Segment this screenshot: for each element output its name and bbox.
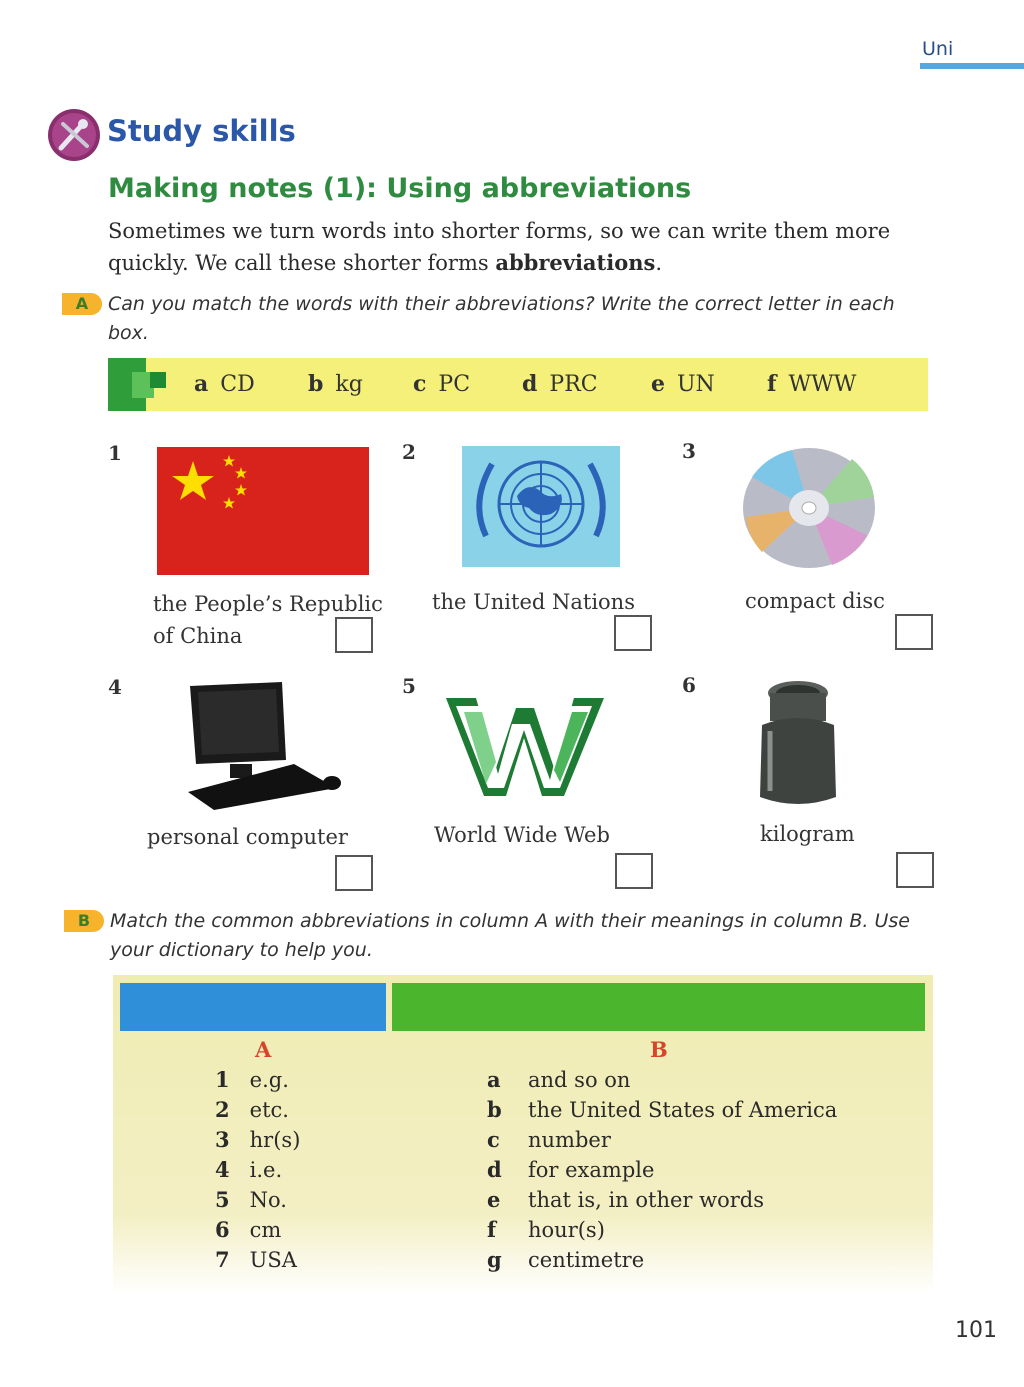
row-number: 5: [215, 1187, 230, 1212]
options-bar-decoration: [150, 372, 166, 388]
row-meaning: and so on: [528, 1068, 631, 1092]
row-meaning: centimetre: [528, 1248, 645, 1272]
row-number: 4: [215, 1157, 230, 1182]
intro-end: .: [655, 251, 662, 275]
row-letter: f: [487, 1217, 497, 1242]
item-number: 1: [108, 441, 122, 465]
intro-bold-term: abbreviations: [495, 250, 656, 275]
row-letter: c: [487, 1127, 500, 1152]
column-b-row: [487, 1157, 654, 1182]
option-e: [651, 371, 715, 397]
kilogram-weight-image: [756, 679, 840, 811]
option-letter: b: [308, 371, 324, 397]
column-a-header-bar: [120, 983, 386, 1031]
row-number: 3: [215, 1127, 230, 1152]
row-abbr: etc.: [249, 1098, 289, 1122]
option-abbr: CD: [220, 372, 255, 397]
exercise-a-instruction: Can you match the words with their abbreviations? Write the correct letter in each box.: [108, 293, 895, 344]
row-abbr: hr(s): [249, 1128, 301, 1152]
column-a-row: [215, 1217, 281, 1242]
item-caption: the People’s Republic of China: [153, 592, 383, 648]
item-number: 6: [682, 673, 696, 697]
column-a-row: [215, 1067, 289, 1092]
row-letter: d: [487, 1157, 502, 1182]
column-a-row: [215, 1097, 289, 1122]
row-meaning: for example: [528, 1158, 655, 1182]
answer-box-4[interactable]: [335, 855, 373, 891]
column-a-row: [215, 1157, 282, 1182]
option-d: [522, 371, 598, 397]
option-f: [767, 371, 856, 397]
option-a: [194, 371, 255, 397]
option-abbr: WWW: [788, 372, 857, 397]
column-b-row: [487, 1067, 630, 1092]
section-title: Study skills: [107, 114, 296, 148]
row-meaning: hour(s): [528, 1218, 605, 1242]
option-abbr: kg: [335, 372, 363, 397]
item-number: 3: [682, 439, 696, 463]
exercise-b-badge: B: [64, 910, 104, 932]
item-caption: the United Nations: [432, 590, 635, 614]
compact-disc-image: [742, 447, 877, 570]
item-number: 5: [402, 674, 416, 698]
column-a-row: [215, 1127, 300, 1152]
option-abbr: UN: [677, 372, 715, 397]
column-a-row: [215, 1187, 287, 1212]
column-b-row: [487, 1187, 764, 1212]
option-letter: d: [522, 371, 538, 397]
row-abbr: i.e.: [249, 1158, 283, 1182]
exercise-a-badge: A: [62, 293, 102, 315]
intro-text: Sometimes we turn words into shorter forms, so we can write them more quickly. We call these shorter forms: [108, 219, 891, 275]
flag-of-china-image: [157, 447, 369, 575]
item-number: 2: [402, 440, 416, 464]
www-logo-image: [446, 688, 606, 798]
unit-tab-label: Uni: [922, 38, 954, 60]
column-a-heading: A: [255, 1037, 272, 1062]
option-abbr: PC: [438, 372, 471, 397]
option-c: [413, 371, 470, 397]
column-a-row: [215, 1247, 297, 1272]
row-abbr: No.: [249, 1188, 287, 1212]
item-number: 4: [108, 675, 122, 699]
row-letter: b: [487, 1097, 502, 1122]
row-letter: a: [487, 1067, 501, 1092]
column-b-heading: B: [650, 1037, 668, 1062]
column-b-header-bar: [392, 983, 925, 1031]
computer-image: [186, 680, 346, 812]
option-letter: e: [651, 371, 665, 397]
row-number: 1: [215, 1067, 230, 1092]
row-abbr: USA: [249, 1248, 297, 1272]
row-meaning: number: [528, 1128, 611, 1152]
column-b-row: [487, 1217, 605, 1242]
option-letter: f: [767, 371, 777, 397]
united-nations-emblem-image: [462, 446, 620, 567]
column-b-row: [487, 1247, 644, 1272]
unit-tab-bar: [920, 63, 1024, 69]
row-letter: g: [487, 1247, 502, 1272]
intro-paragraph: [108, 215, 948, 279]
item-caption: compact disc: [745, 589, 885, 613]
row-number: 7: [215, 1247, 230, 1272]
column-b-row: [487, 1127, 611, 1152]
option-b: [308, 371, 363, 397]
item-caption: kilogram: [760, 822, 855, 846]
row-abbr: cm: [249, 1218, 282, 1242]
option-letter: a: [194, 371, 209, 397]
row-meaning: the United States of America: [528, 1098, 838, 1122]
row-number: 6: [215, 1217, 230, 1242]
row-meaning: that is, in other words: [528, 1188, 764, 1212]
answer-box-5[interactable]: [615, 853, 653, 889]
answer-box-1[interactable]: [335, 617, 373, 653]
row-abbr: e.g.: [249, 1068, 289, 1092]
answer-box-2[interactable]: [614, 615, 652, 651]
column-b-row: [487, 1097, 837, 1122]
answer-box-3[interactable]: [895, 614, 933, 650]
study-skills-icon: [47, 108, 101, 162]
page-number: 101: [955, 1318, 997, 1343]
item-caption: World Wide Web: [434, 823, 610, 847]
row-letter: e: [487, 1187, 501, 1212]
answer-box-6[interactable]: [896, 852, 934, 888]
option-abbr: PRC: [549, 372, 598, 397]
lesson-title: Making notes (1): Using abbreviations: [108, 173, 692, 204]
option-letter: c: [413, 371, 427, 397]
item-caption: personal computer: [147, 825, 348, 849]
exercise-b-instruction: Match the common abbreviations in column A with their meanings in column B. Use your dictionary to help you.: [110, 910, 910, 961]
row-number: 2: [215, 1097, 230, 1122]
